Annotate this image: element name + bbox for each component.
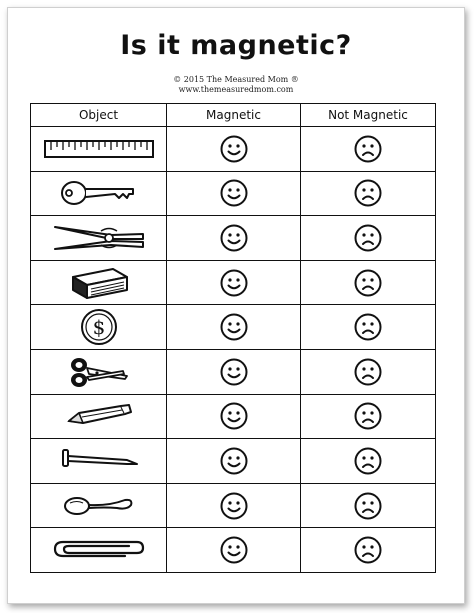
frowny-face-icon [353, 491, 383, 521]
key-icon [59, 176, 139, 210]
magnetic-cell [167, 439, 301, 484]
copyright-line: © 2015 The Measured Mom ® [173, 75, 299, 84]
table-row [31, 216, 436, 261]
not-magnetic-cell [301, 394, 436, 439]
frowny-face-icon [353, 223, 383, 253]
coin-icon [79, 307, 119, 347]
object-cell [31, 127, 167, 172]
worksheet-title: Is it magnetic? [120, 30, 352, 61]
not-magnetic-cell [301, 260, 436, 305]
magnetic-cell [167, 171, 301, 216]
table-row [31, 127, 436, 172]
table-row [31, 394, 436, 439]
table-header-row [31, 104, 436, 127]
frowny-face-icon [353, 268, 383, 298]
magnet-sorting-table [30, 103, 436, 573]
smiley-face-icon [219, 134, 249, 164]
book-icon [67, 265, 131, 301]
smiley-face-icon [219, 178, 249, 208]
object-cell [31, 528, 167, 573]
not-magnetic-cell [301, 216, 436, 261]
smiley-face-icon [219, 491, 249, 521]
frowny-face-icon [353, 178, 383, 208]
magnetic-cell [167, 528, 301, 573]
object-cell [31, 305, 167, 350]
magnetic-cell [167, 127, 301, 172]
not-magnetic-cell [301, 305, 436, 350]
not-magnetic-cell [301, 483, 436, 528]
not-magnetic-cell [301, 127, 436, 172]
table-row [31, 439, 436, 484]
table-row [31, 528, 436, 573]
table-row [31, 349, 436, 394]
website-line: www.themeasuredmom.com [178, 85, 294, 94]
table-row [31, 305, 436, 350]
header-not-magnetic: Not Magnetic [301, 104, 436, 127]
smiley-face-icon [219, 223, 249, 253]
frowny-face-icon [353, 535, 383, 565]
scissors-icon [67, 354, 131, 390]
table-row [31, 483, 436, 528]
frowny-face-icon [353, 134, 383, 164]
not-magnetic-cell [301, 528, 436, 573]
object-cell [31, 171, 167, 216]
frowny-face-icon [353, 446, 383, 476]
smiley-face-icon [219, 312, 249, 342]
smiley-face-icon [219, 446, 249, 476]
smiley-face-icon [219, 268, 249, 298]
object-cell [31, 260, 167, 305]
object-cell [31, 349, 167, 394]
ruler-icon [43, 138, 155, 160]
table-row [31, 171, 436, 216]
clothespin-icon [51, 221, 147, 255]
not-magnetic-cell [301, 171, 436, 216]
spoon-icon [61, 491, 137, 521]
frowny-face-icon [353, 312, 383, 342]
nail-icon [57, 446, 141, 476]
magnetic-cell [167, 216, 301, 261]
smiley-face-icon [219, 535, 249, 565]
paperclip-icon [51, 535, 147, 565]
pencil-icon [63, 401, 135, 431]
not-magnetic-cell [301, 439, 436, 484]
not-magnetic-cell [301, 349, 436, 394]
object-cell [31, 216, 167, 261]
svg-text:$: $ [92, 315, 105, 340]
object-cell [31, 483, 167, 528]
magnetic-cell [167, 305, 301, 350]
table-row [31, 260, 436, 305]
magnetic-cell [167, 349, 301, 394]
frowny-face-icon [353, 357, 383, 387]
magnetic-cell [167, 394, 301, 439]
object-cell [31, 394, 167, 439]
magnetic-cell [167, 483, 301, 528]
frowny-face-icon [353, 401, 383, 431]
smiley-face-icon [219, 401, 249, 431]
object-cell [31, 439, 167, 484]
smiley-face-icon [219, 357, 249, 387]
header-object: Object [31, 104, 167, 127]
magnetic-cell [167, 260, 301, 305]
header-magnetic: Magnetic [167, 104, 301, 127]
